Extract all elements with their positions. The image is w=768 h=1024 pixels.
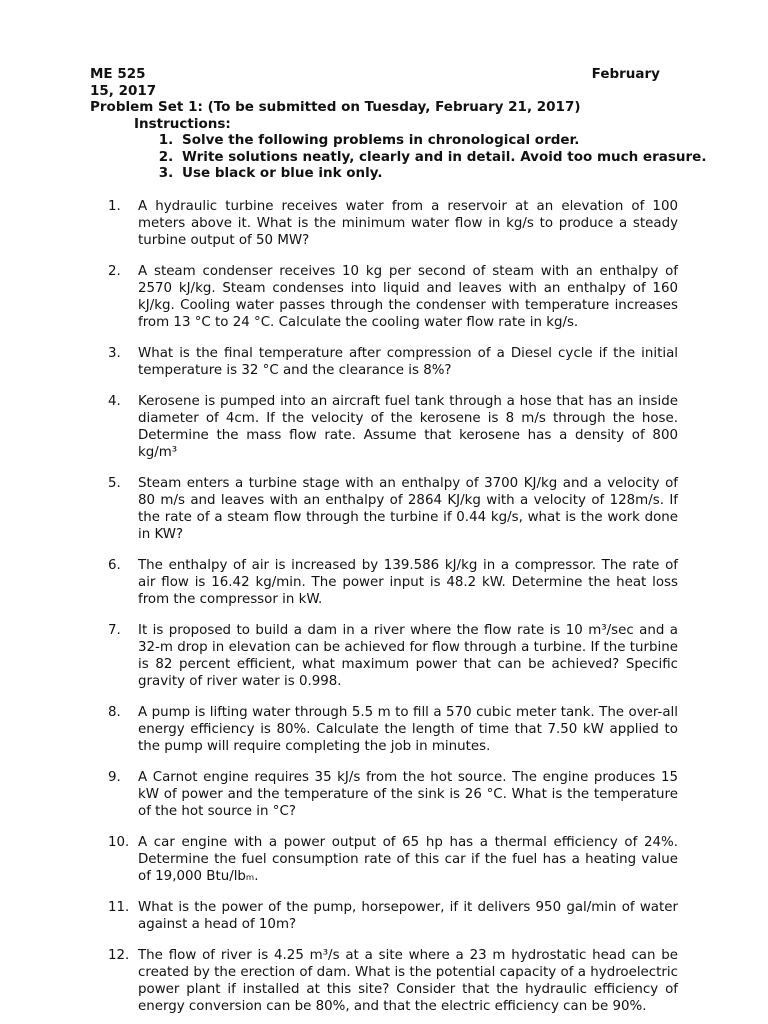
problem-text: A pump is lifting water through 5.5 m to fill a 570 cubic meter tank. The over-all energy efficiency is 80%. Calculate the length of time that 7.50 kW applied to the pump will require completing the job in minutes. [138,704,678,754]
problem-item [90,769,678,820]
problem-number: 12. [108,947,130,963]
problem-item [90,947,678,1015]
problem-number: 3. [108,345,121,361]
instruction-item: 2. Write solutions neatly, clearly and in detail. Avoid too much erasure. [178,149,768,166]
instruction-item: 1. Solve the following problems in chronological order. [178,132,768,149]
date-part2: 15, 2017 [90,82,157,99]
problem-text: A steam condenser receives 10 kg per second of steam with an enthalpy of 2570 kJ/kg. Steam condenses into liquid and leaves with an enthalpy of 160 kJ/kg. Cooling water passes through the condenser with temperature increases from 13 °C to 24 °C. Calculate the cooling water flow rate in kg/s. [138,263,678,330]
problem-number: 7. [108,622,121,638]
problem-text: A car engine with a power output of 65 hp has a thermal efficiency of 24%. Determine the fuel consumption rate of this car if the fuel has a heating value of 19,000 Btu/lbₘ. [138,834,678,884]
problem-number: 4. [108,393,121,409]
problem-number: 1. [108,198,121,214]
problem-set-title: Problem Set 1: (To be submitted on Tuesday, February 21, 2017) [90,99,581,115]
problem-text: The flow of river is 4.25 m³/s at a site where a 23 m hydrostatic head can be created by the erection of dam. What is the potential capacity of a hydroelectric power plant if installed at this site? Consider that the hydraulic efficiency of energy conversion can be 80%, and that the electric efficiency can be 90%. [138,947,678,1014]
problem-item [90,834,678,885]
problem-item [90,704,678,755]
problem-item [90,557,678,608]
problem-text: What is the power of the pump, horsepower, if it delivers 950 gal/min of water against a head of 10m? [138,899,678,932]
problem-text: Steam enters a turbine stage with an enthalpy of 3700 KJ/kg and a velocity of 80 m/s and leaves with an enthalpy of 2864 KJ/kg with a velocity of 128m/s. If the rate of a steam flow through the turbine if 0.44 kg/s, what is the work done in KW? [138,475,678,542]
problem-number: 5. [108,475,121,491]
problem-text: A Carnot engine requires 35 kJ/s from the hot source. The engine produces 15 kW of power and the temperature of the sink is 26 °C. What is the temperature of the hot source in °C? [138,769,678,819]
problem-item [90,345,678,379]
problem-item [90,263,678,331]
problem-item [90,393,678,461]
header-line [90,66,660,83]
document-header [90,66,768,182]
problem-text: It is proposed to build a dam in a river where the flow rate is 10 m³/sec and a 32-m drop in elevation can be achieved for flow through a turbine. If the turbine is 82 percent efficient, what maximum power that can be achieved? Specific gravity of river water is 0.998. [138,622,678,689]
problem-item [90,198,678,249]
problem-number: 2. [108,263,121,279]
course-code: ME 525 [90,66,146,82]
problem-list [90,198,678,1015]
problem-number: 10. [108,834,130,850]
problem-text: What is the final temperature after compression of a Diesel cycle if the initial temperature is 32 °C and the clearance is 8%? [138,345,678,378]
instructions-list [134,132,768,182]
instructions-block [134,116,768,182]
problem-text: Kerosene is pumped into an aircraft fuel tank through a hose that has an inside diameter of 4cm. If the velocity of the kerosene is 8 m/s through the hose. Determine the mass flow rate. Assume that kerosene has a density of 800 kg/m³ [138,393,678,460]
problem-text: The enthalpy of air is increased by 139.586 kJ/kg in a compressor. The rate of air flow is 16.42 kg/min. The power input is 48.2 kW. Determine the heat loss from the compressor in kW. [138,557,678,607]
instruction-item: 3. Use black or blue ink only. [178,165,768,182]
problem-text: A hydraulic turbine receives water from a reservoir at an elevation of 100 meters above it. What is the minimum water flow in kg/s to produce a steady turbine output of 50 MW? [138,198,678,248]
problem-item [90,622,678,690]
problem-item [90,899,678,933]
problem-number: 6. [108,557,121,573]
problem-number: 9. [108,769,121,785]
instructions-label: Instructions: [134,115,231,132]
problem-number: 11. [108,899,130,915]
date-part1: February [591,66,660,82]
problem-item [90,475,678,543]
problem-number: 8. [108,704,121,720]
